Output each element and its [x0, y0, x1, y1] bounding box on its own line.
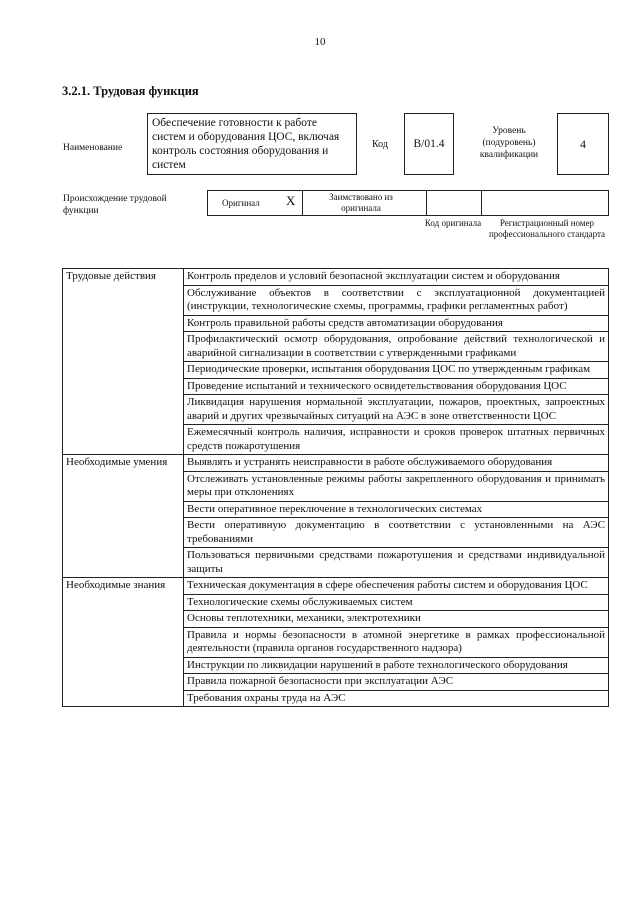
function-name-value: Обеспечение готовности к работе систем и оборудования ЦОС, включая контроль состояния оборудования и систем [152, 117, 340, 171]
original-mark: X [286, 193, 296, 208]
table-row [63, 269, 609, 286]
page-number: 10 [314, 36, 326, 48]
origin-box [207, 190, 609, 216]
function-table [62, 268, 609, 707]
item-cell: Вести оперативное переключение в технологических системах [184, 501, 609, 518]
reg-number-caption: Регистрационный номер профессионального стандарта [488, 218, 606, 239]
item-cell: Правила и нормы безопасности в атомной энергетике в рамках профессиональной деятельности (правила органов государственного надзора) [184, 627, 609, 657]
borrowed-label: Заимствовано из оригинала [329, 192, 393, 213]
item-cell: Инструкции по ликвидации нарушений в работе технологического оборудования [184, 657, 609, 674]
name-label: Наименование [63, 143, 123, 153]
item-cell: Основы теплотехники, механики, электротехники [184, 611, 609, 628]
code-box [404, 113, 454, 175]
origin-divider-3 [481, 191, 482, 215]
origin-divider-2 [426, 191, 427, 215]
category-cell: Необходимые знания [63, 578, 184, 707]
table-row [63, 455, 609, 472]
item-cell: Ликвидация нарушения нормальной эксплуатации, пожаров, проектных, запроектных аварий и других чрезвычайных ситуаций на АЭС в зоне ответственности ЦОС [184, 395, 609, 425]
table-row [63, 578, 609, 595]
item-cell: Периодические проверки, испытания оборудования ЦОС по утвержденным графикам [184, 362, 609, 379]
category-cell: Трудовые действия [63, 269, 184, 455]
item-cell: Техническая документация в сфере обеспечения работы систем и оборудования ЦОС [184, 578, 609, 595]
origin-label: Происхождение трудовой функции [63, 194, 167, 216]
item-cell: Вести оперативную документацию в соответствии с установленными на АЭС требованиями [184, 518, 609, 548]
item-cell: Контроль пределов и условий безопасной эксплуатации систем и оборудования [184, 269, 609, 286]
code-value: В/01.4 [413, 138, 445, 150]
item-cell: Выявлять и устранять неисправности в работе обслуживаемого оборудования [184, 455, 609, 472]
item-cell: Технологические схемы обслуживаемых систем [184, 594, 609, 611]
item-cell: Проведение испытаний и технического освидетельствования оборудования ЦОС [184, 378, 609, 395]
category-cell: Необходимые умения [63, 455, 184, 578]
code-label: Код [372, 139, 388, 150]
original-label: Оригинал [222, 198, 260, 208]
item-cell: Ежемесячный контроль наличия, исправности и сроков проверок штатных первичных средств пожаротушения [184, 425, 609, 455]
item-cell: Отслеживать установленные режимы работы закрепленного оборудования и принимать меры при отклонениях [184, 471, 609, 501]
level-box [557, 113, 609, 175]
origin-divider-1 [302, 191, 303, 215]
section-title: 3.2.1. Трудовая функция [62, 84, 199, 98]
level-value: 4 [580, 137, 586, 151]
item-cell: Контроль правильной работы средств автоматизации оборудования [184, 315, 609, 332]
function-name-box [147, 113, 357, 175]
item-cell: Обслуживание объектов в соответствии с эксплуатационной документацией (инструкции, технологические схемы, программы, графики регламентных работ) [184, 285, 609, 315]
code-original-caption: Код оригинала [424, 218, 482, 228]
item-cell: Пользоваться первичными средствами пожаротушения и средствами индивидуальной защиты [184, 548, 609, 578]
level-label: Уровень (подуровень) квалификации [479, 126, 539, 160]
item-cell: Профилактический осмотр оборудования, опробование действий технологической и аварийной сигнализации в соответствии с утвержденными графиками [184, 332, 609, 362]
item-cell: Правила пожарной безопасности при эксплуатации АЭС [184, 674, 609, 691]
item-cell: Требования охраны труда на АЭС [184, 690, 609, 707]
